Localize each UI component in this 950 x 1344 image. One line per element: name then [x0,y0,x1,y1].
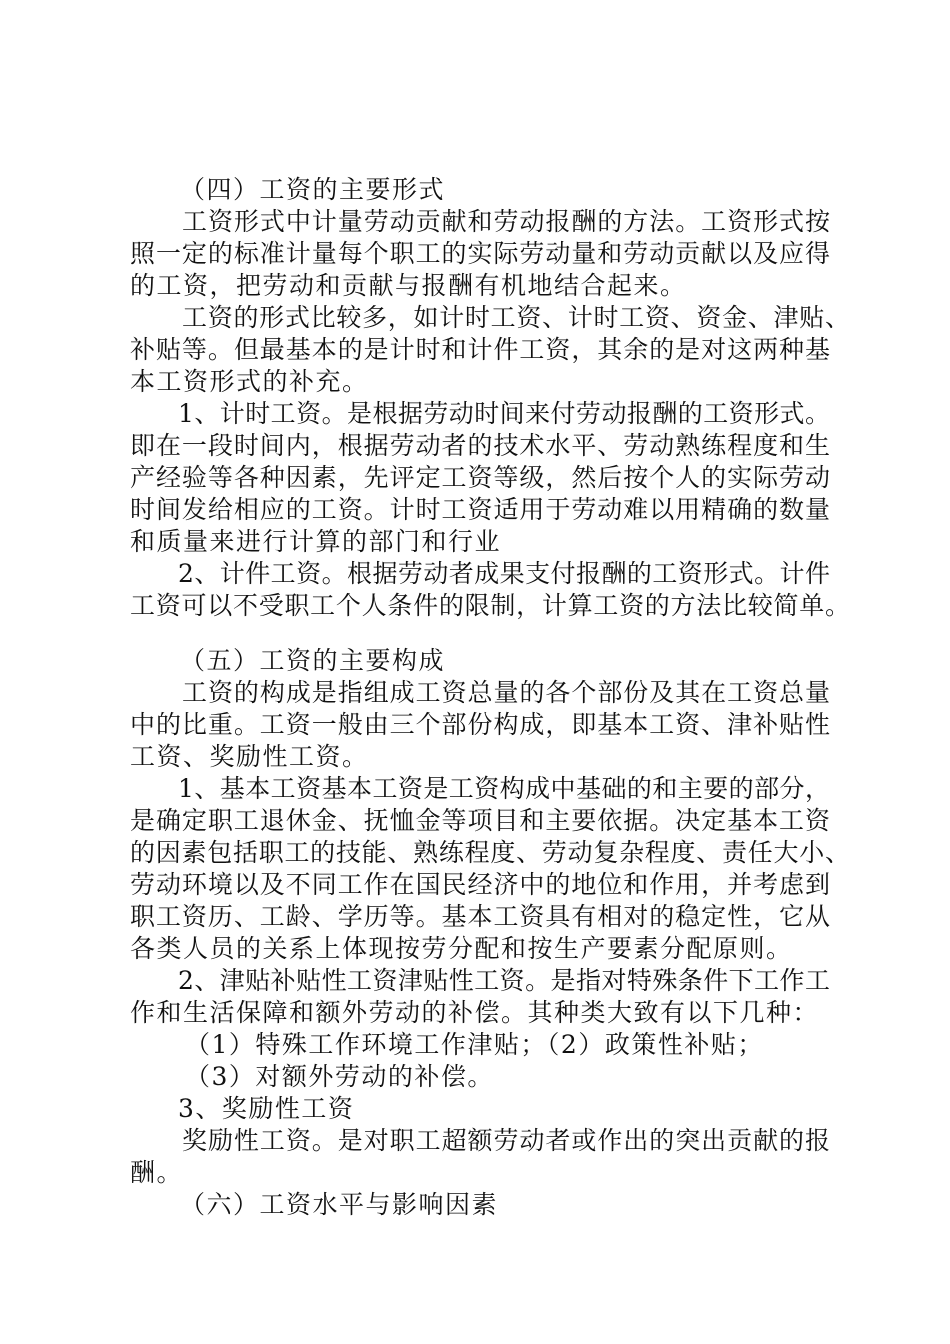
list-item-line: 产经验等各种因素，先评定工资等级，然后按个人的实际劳动 [130,463,830,492]
paragraph-line: 工资形式中计量劳动贡献和劳动报酬的方法。工资形式按 [182,207,830,236]
list-item-line: 各类人员的关系上体现按劳分配和按生产要素分配原则。 [130,934,793,963]
paragraph-line: 本工资形式的补充。 [130,367,369,396]
list-item-line: 工资可以不受职工个人条件的限制，计算工资的方法比较简单。 [130,591,850,620]
paragraph-line: 工资、奖励性工资。 [130,742,369,771]
paragraph-line: 补贴等。但最基本的是计时和计件工资，其余的是对这两种基 [130,335,830,364]
paragraph-line: 的工资，把劳动和贡献与报酬有机地结合起来。 [130,271,687,300]
list-item-line: 2、计件工资。根据劳动者成果支付报酬的工资形式。计件 [178,559,830,588]
sub-item-line: （1）特殊工作环境工作津贴；（2）政策性补贴； [185,1030,764,1059]
list-item-line: 是确定职工退休金、抚恤金等项目和主要依据。决定基本工资 [130,806,830,835]
list-item-line: 作和生活保障和额外劳动的补偿。其种类大致有以下几种： [130,998,820,1027]
paragraph-line: 酬。 [130,1158,184,1187]
list-item-line: 1、基本工资基本工资是工资构成中基础的和主要的部分， [178,774,830,803]
list-item-line: 1、计时工资。是根据劳动时间来付劳动报酬的工资形式。 [178,399,830,428]
list-item-line: 的因素包括职工的技能、熟练程度、劳动复杂程度、责任大小、 [130,838,850,867]
list-item-line: 时间发给相应的工资。计时工资适用于劳动难以用精确的数量 [130,495,830,524]
list-item-line: 2、津贴补贴性工资津贴性工资。是指对特殊条件下工作工 [178,966,830,995]
paragraph-line: 中的比重。工资一般由三个部份构成，即基本工资、津补贴性 [130,710,830,739]
list-item-line: 即在一段时间内，根据劳动者的技术水平、劳动熟练程度和生 [130,431,830,460]
paragraph-line: 照一定的标准计量每个职工的实际劳动量和劳动贡献以及应得 [130,239,830,268]
section-heading-4: （四）工资的主要形式 [180,175,446,204]
section-heading-5: （五）工资的主要构成 [180,646,446,675]
list-item-line: 劳动环境以及不同工作在国民经济中的地位和作用，并考虑到 [130,870,830,899]
paragraph-line: 工资的构成是指组成工资总量的各个部份及其在工资总量 [182,678,830,707]
list-item-line: 和质量来进行计算的部门和行业 [130,527,502,556]
paragraph-line: 奖励性工资。是对职工超额劳动者或作出的突出贡献的报 [182,1126,830,1155]
list-item-heading: 3、奖励性工资 [178,1094,355,1123]
list-item-line: 职工资历、工龄、学历等。基本工资具有相对的稳定性，它从 [130,902,830,931]
paragraph-line: 工资的形式比较多，如计时工资、计时工资、资金、津贴、 [182,303,850,332]
sub-item-line: （3）对额外劳动的补偿。 [185,1062,494,1091]
section-heading-6: （六）工资水平与影响因素 [180,1190,499,1219]
